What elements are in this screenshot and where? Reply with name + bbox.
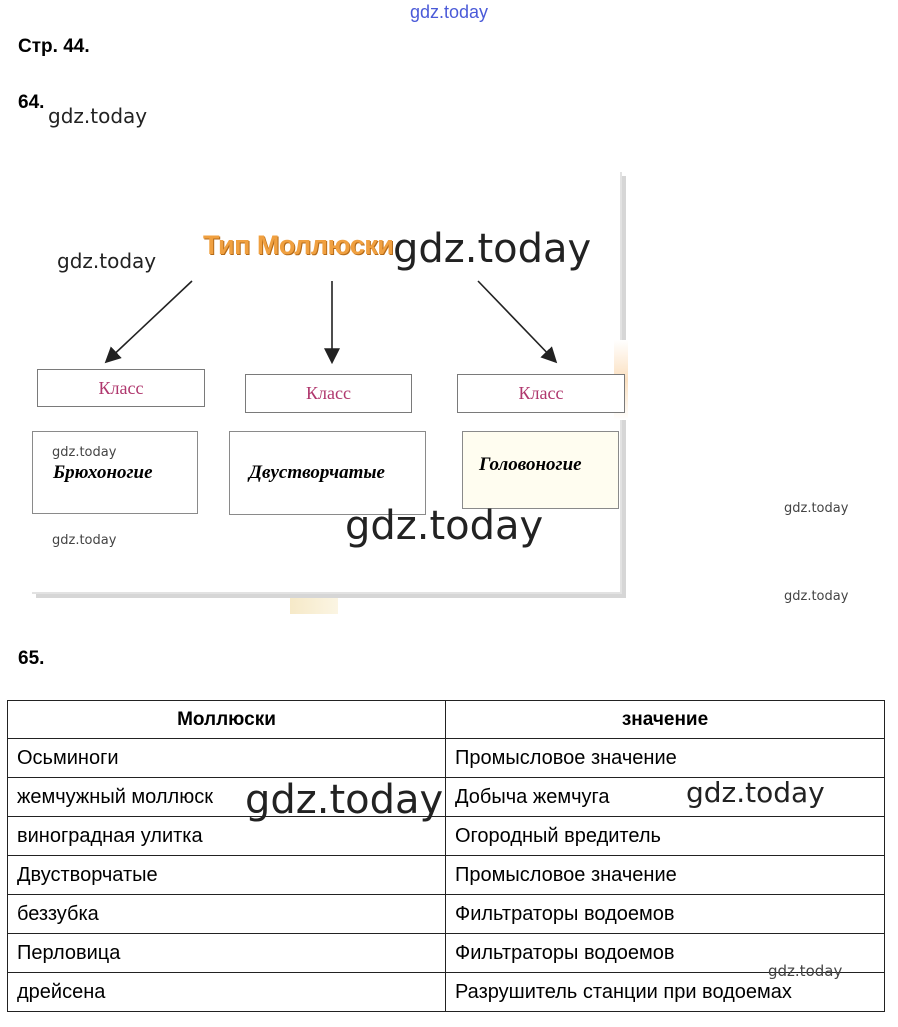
table-cell: Промысловое значение [446,739,885,778]
table-header-significance: значение [446,701,885,739]
table-row [8,895,885,934]
table-cell: Добыча жемчуга [446,778,885,817]
table-cell: Фильтраторы водоемов [446,934,885,973]
class-box-2: Класс [245,374,412,413]
task-65-number: 65. [18,648,45,669]
class-name-3-text: Головоногие [479,454,582,475]
table-header-mollusks: Моллюски [8,701,446,739]
watermark: gdz.today [52,445,117,460]
watermark: gdz.today [345,503,544,549]
table-cell: беззубка [8,895,446,934]
table-cell: жемчужный моллюск [8,778,446,817]
table-row [8,934,885,973]
class-name-1-text: Брюхоногие [53,461,153,483]
watermark: gdz.today [686,776,825,809]
table-cell: Осьминоги [8,739,446,778]
class-box-3: Класс [457,374,625,413]
task-64-number: 64. [18,92,45,113]
table-row [8,739,885,778]
mollusks-table [7,700,885,1012]
class-name-3 [462,431,619,509]
watermark: gdz.today [784,501,849,516]
watermark: gdz.today [52,533,117,548]
table-cell: дрейсена [8,973,446,1012]
table-cell: Промысловое значение [446,856,885,895]
class-box-1: Класс [37,369,205,407]
table-cell: Разрушитель станции при водоемах [446,973,885,1012]
watermark: gdz.today [393,226,592,272]
watermark: gdz.today [245,777,444,823]
arrow-left [107,281,192,361]
table-cell: Перловица [8,934,446,973]
table-header-row [8,701,885,739]
watermark: gdz.today [57,249,157,273]
table-row [8,817,885,856]
watermark: gdz.today [48,104,148,128]
class-name-1 [32,431,198,514]
table-cell: виноградная улитка [8,817,446,856]
diagram-title: Тип Моллюски [203,230,394,260]
page-label: Стр. 44. [18,36,90,57]
table-row [8,856,885,895]
table-cell: Фильтраторы водоемов [446,895,885,934]
watermark: gdz.today [768,962,843,980]
table-cell: Огородный вредитель [446,817,885,856]
watermark-top: gdz.today [409,2,489,22]
table-cell: Двустворчатые [8,856,446,895]
table-row [8,973,885,1012]
class-name-2-text: Двустворчатые [249,462,385,483]
watermark: gdz.today [784,589,849,604]
arrow-right [478,281,555,361]
